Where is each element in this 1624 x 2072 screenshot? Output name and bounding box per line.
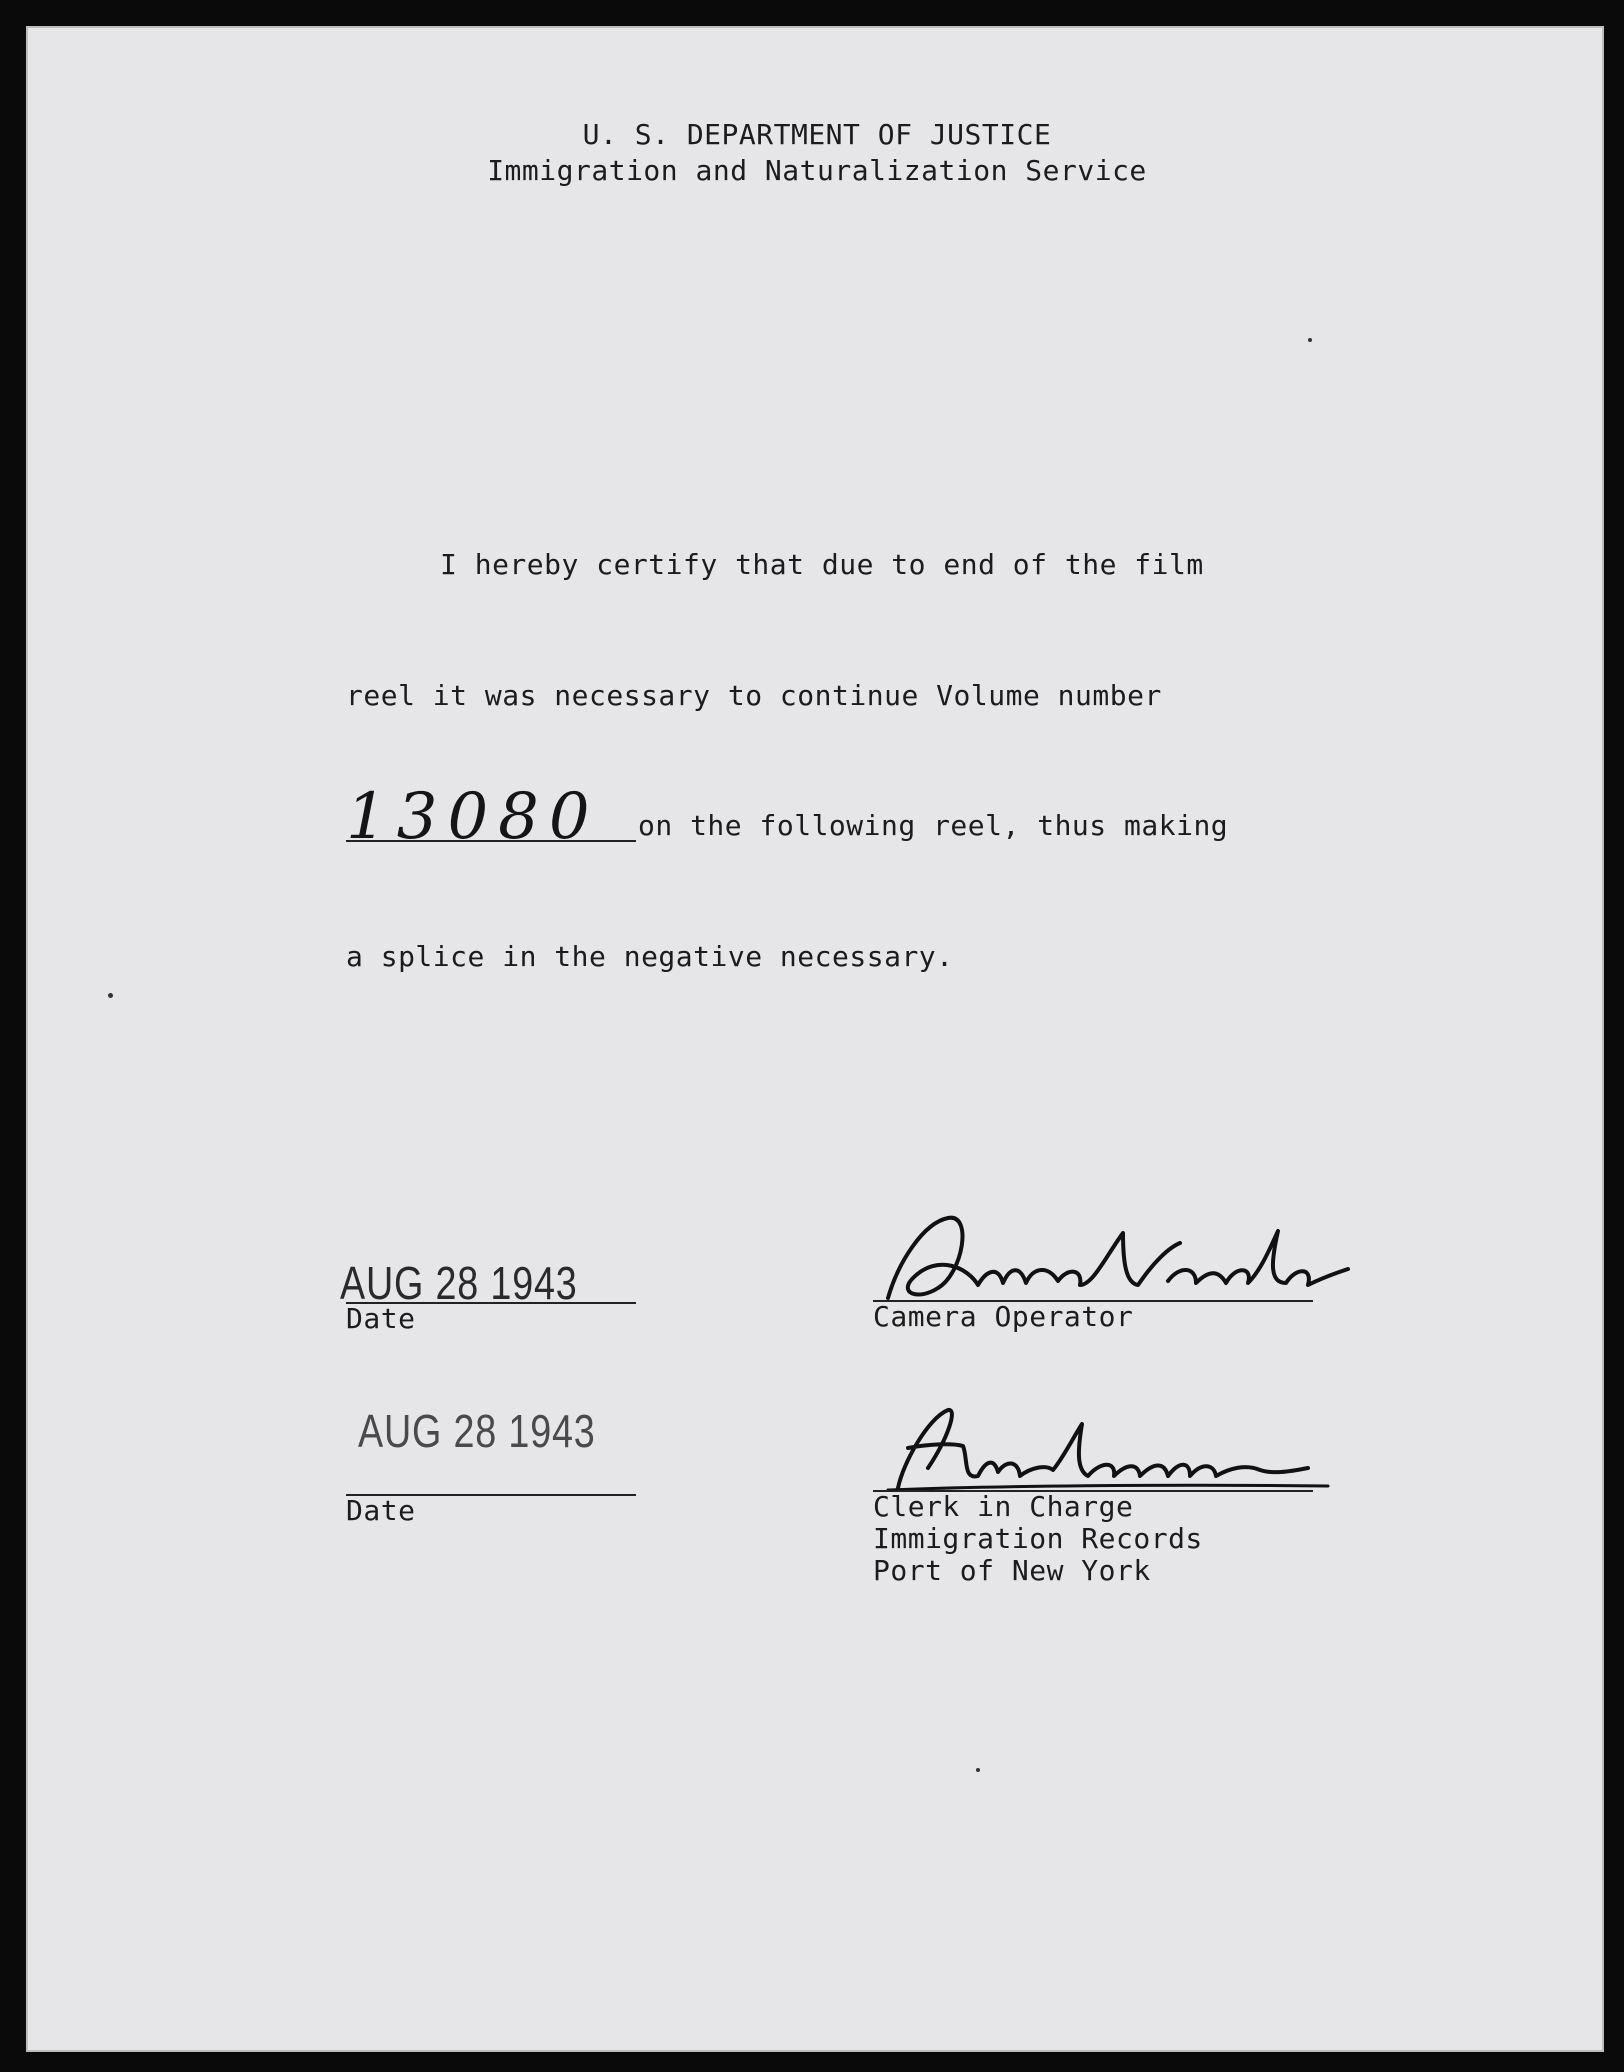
certification-line-2: reel it was necessary to continue Volume number	[346, 679, 1162, 712]
date-label-2: Date	[346, 1494, 416, 1527]
clerk-title-2: Immigration Records	[873, 1522, 1203, 1555]
scan-speck	[1308, 338, 1312, 342]
document-page	[26, 26, 1604, 2052]
date-stamp-2: AUG 28 1943	[358, 1405, 596, 1457]
camera-operator-title: Camera Operator	[873, 1300, 1134, 1333]
volume-number-underline	[346, 840, 636, 842]
certification-line-1: I hereby certify that due to end of the film	[440, 548, 1204, 581]
service-heading: Immigration and Naturalization Service	[487, 154, 1147, 187]
scan-speck	[108, 993, 113, 998]
certification-line-3: on the following reel, thus making	[638, 809, 1229, 842]
date-label-1: Date	[346, 1302, 416, 1335]
volume-number-handwritten: 13080	[346, 780, 600, 854]
clerk-title-1: Clerk in Charge	[873, 1490, 1134, 1523]
date-stamp-1: AUG 28 1943	[340, 1257, 578, 1309]
scan-speck	[976, 1768, 980, 1772]
clerk-title-3: Port of New York	[873, 1554, 1151, 1587]
agency-heading: U. S. DEPARTMENT OF JUSTICE	[582, 118, 1052, 151]
certification-line-4: a splice in the negative necessary.	[346, 940, 954, 973]
